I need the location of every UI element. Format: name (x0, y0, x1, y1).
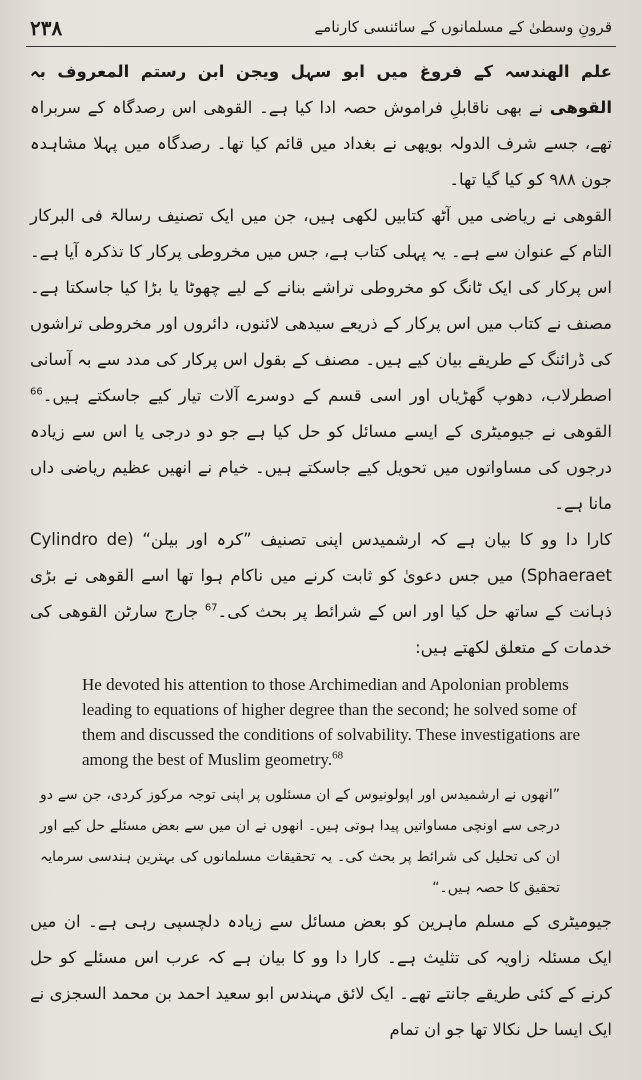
english-quote-text: He devoted his attention to those Archimedian and Apolonian problems leading to equations of higher degree than the second; he solved some of them and discussed the conditions of solvability. These investigations are among the best of Muslim geometry. (82, 675, 581, 769)
paragraph-compass (30, 198, 612, 522)
intro-bold-phrase: علم الهندسہ کے فروغ میں ابو سہل ویجن ابن رستم المعروف بہ القوهی (30, 62, 612, 117)
footnote-ref-68: 68 (332, 749, 344, 762)
running-title: قرونِ وسطیٰ کے مسلمانوں کے سائنسی کارنامے (314, 18, 612, 36)
intro-text: نے بھی ناقابلِ فراموش حصہ ادا کیا ہے۔ القوهی اس رصدگاہ کے سربراہ تھے، جسے شرف الدولہ بویهی نے بغداد میں قائم کیا تھا۔ رصدگاہ میں پہلا مشاہدہ جون ۹۸۸ کو کیا گیا تھا۔ (30, 98, 612, 189)
footnote-ref-67: 67 (204, 602, 218, 614)
page-number: ۲۳۸ (30, 16, 63, 40)
urdu-translation-quote: ”انھوں نے ارشمیدس اور اپولونیوس کے ان مسئلوں پر اپنی توجہ مرکوز کردی، جن سے دو درجی سے اونچی مساواتیں پیدا ہوتی ہیں۔ انھوں نے ان میں سے بعض مسئلے حل کیے اور ان کی تحلیل کی شرائط پر بحث کی۔ یہ تحقیقات مسلمانوں کی بہترین ہندسی سرمایہ تحقیق کا حصہ ہیں۔“ (40, 787, 560, 896)
archimedes-text-a: کارا دا وو کا بیان ہے کہ ارشمیدس اپنی تصنیف ”کرہ اور بیلن“ (Cylindro de Sphaeraet) میں جس دعویٰ کو ثابت کرنے میں ناکام ہوا تھا اسے القوهی نے بڑی ذہانت کے ساتھ حل کیا اور اس کے شرائط پر بحث کی۔ (30, 530, 613, 621)
compass-text-b: القوهی نے جیومیٹری کے ایسے مسائل کو حل کیا ہے جو دو درجی یا اس سے زیادہ درجوں کی مساواتوں میں تحویل کیے جاسکتے ہیں۔ خیام نے انھیں عظیم ریاضی داں مانا ہے۔ (30, 422, 612, 513)
footnote-ref-66: 66 (30, 386, 43, 398)
running-header (26, 10, 616, 47)
english-quote (30, 672, 612, 772)
archimedes-text-b: جارج سارٹن القوهی کی خدمات کے متعلق لکھتے ہیں: (30, 602, 612, 657)
body-text (30, 54, 612, 1048)
compass-text-a: القوهی نے ریاضی میں آٹھ کتابیں لکھی ہیں، جن میں ایک تصنیف رسالۃ فی البرکار التام کے عنوان سے ہے۔ یہ پہلی کتاب ہے، جس میں مخروطی پرکار کا تذکرہ آیا ہے۔ اس پرکار کی ایک ٹانگ کو مخروطی تراشے بنانے کے لیے چھوٹا یا بڑا کیا جاسکتا ہے۔ مصنف نے کتاب میں اس پرکار کے ذریعے سیدھی لائنوں، دائروں اور مخروطی تراشوں کی ڈرائنگ کے طریقے بیان کیے ہیں۔ مصنف کے بقول اس پرکار کی مدد سے بہ آسانی اصطرلاب، دھوپ گھڑیاں اور اسی قسم کے دوسرے آلات تیار کیے جاسکتے ہیں۔ (30, 206, 612, 405)
paragraph-trisection: جیومیٹری کے مسلم ماہرین کو بعض مسائل سے زیادہ دلچسپی رہی ہے۔ ان میں ایک مسئلہ زاویہ کی تثلیث ہے۔ کارا دا وو کا بیان ہے کہ عرب اس مسئلے کو حل کرنے کے کئی طریقے جانتے تھے۔ ایک لائق مہندس ابو سعید احمد بن محمد السجزی نے ایک ایسا حل نکالا تھا جو ان تمام (30, 912, 612, 1039)
paragraph-intro (30, 54, 612, 198)
paragraph-archimedes (30, 522, 612, 666)
